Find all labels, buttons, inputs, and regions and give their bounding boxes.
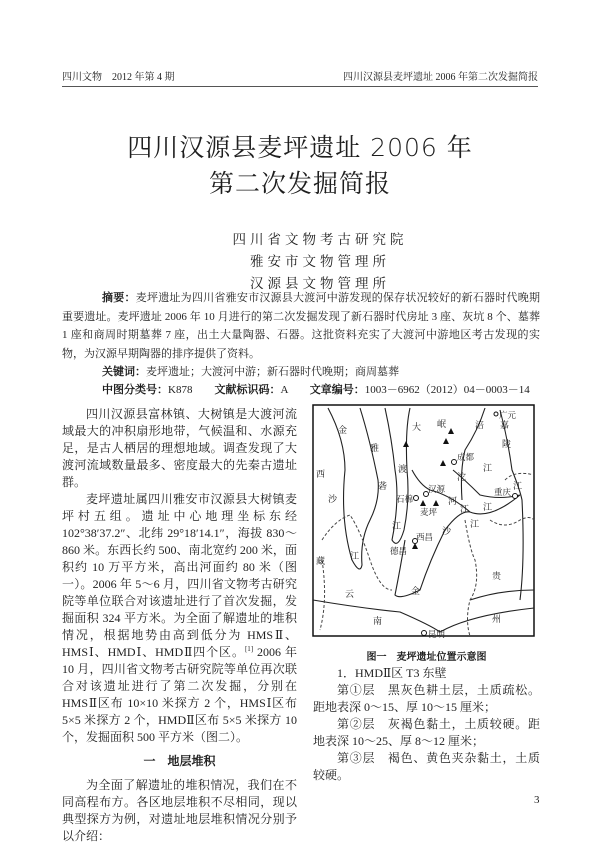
map-label: 河 bbox=[448, 497, 458, 507]
classification bbox=[62, 381, 540, 399]
running-header-journal: 四川文物 2012 年第 4 期 bbox=[62, 72, 175, 83]
keywords-text: 麦坪遗址；大渡河中游；新石器时代晚期；商周墓葬 bbox=[146, 366, 399, 378]
header-rule bbox=[62, 86, 538, 87]
map-label: 藏 bbox=[316, 557, 326, 567]
map-label: 贵 bbox=[492, 572, 502, 582]
doc-code-value: A bbox=[280, 384, 288, 396]
map-label: 岷 bbox=[437, 420, 447, 430]
map-label: 麦坪 bbox=[420, 508, 438, 518]
map-label: 砻 bbox=[378, 482, 388, 492]
front-matter bbox=[62, 289, 540, 399]
city-marker bbox=[494, 412, 498, 416]
location-map bbox=[312, 404, 536, 638]
city-marker bbox=[422, 631, 427, 636]
map-frame bbox=[313, 405, 534, 636]
map-label: 南 bbox=[373, 617, 383, 627]
city-marker bbox=[513, 494, 518, 499]
map-label: 汉源 bbox=[428, 485, 446, 495]
map-label: 涪 bbox=[475, 421, 485, 431]
map-label: 江 bbox=[392, 522, 402, 532]
keywords-label: 关键词： bbox=[102, 365, 146, 378]
paragraph bbox=[62, 491, 297, 746]
map-label: 西 bbox=[316, 470, 326, 480]
article-title-line2: 第二次发掘简报 bbox=[208, 169, 391, 198]
paragraph: 四川汉源县富林镇、大树镇是大渡河流域最大的冲积扇形地带，气候温和、水源充足，是古人栖居的理想地域。调查发现了大渡河流域数量最多、密度最大的先秦古遗址群。 bbox=[62, 407, 297, 489]
left-column bbox=[62, 406, 297, 845]
layer-description: 第③层 褐色、黄色夹杂黏土，土质较硬。 bbox=[313, 751, 540, 782]
map-label: 沙 bbox=[442, 527, 452, 537]
city-marker bbox=[452, 460, 457, 465]
map-label: 江 bbox=[483, 464, 493, 474]
map-label: 江 bbox=[470, 520, 480, 530]
paragraph-text: 2006 年 10 月，四川省文物考古研究院等单位再次联合对该遗址进行了第二次发掘，分别在 HMSⅡ区布 10×10 米探方 2 个，HMSⅠ区布 5×5 米探方 2 个，HMDⅡ区布 5×5 米探方 10 个，发掘面积 500 平方米（图二）。 bbox=[62, 645, 297, 744]
map-label: 陵 bbox=[502, 440, 512, 450]
article-number-value: 1003－6962（2012）04－0003－14 bbox=[364, 384, 530, 396]
map-label: 德昌 bbox=[390, 547, 408, 557]
map-label: 沱 bbox=[457, 473, 467, 483]
section-heading: 一 地层堆积 bbox=[143, 754, 216, 768]
paragraph-text: 麦坪遗址属四川雅安市汉源县大树镇麦坪村五组。遗址中心地理坐标东经 102°38′37.2″、北纬 29°18′14.1″，海拔 830～860 米。东西长约 500、南北宽约 200 米，面积约 10 万平方米，高出河面约 80 米（图一）。2006 年 5～6 月，四川省文物考古研究院等单位联合对该遗址进行了首次发掘，发掘面积 324 平方米。为全面了解遗址的堆积情况，根据地势由高到低分为 HMSⅡ、HMSⅠ、HMDⅠ、HMDⅡ四个区。 bbox=[62, 492, 297, 659]
paragraph: 为全面了解遗址的堆积情况，我们在不同高程布方。各区地层堆积不尽相同，现以典型探方为例，对遗址地层堆积情况分别予以介绍： bbox=[62, 778, 297, 843]
map-label: 雅 bbox=[370, 444, 380, 454]
map-label: 金 bbox=[338, 426, 348, 436]
map-label: 嘉 bbox=[500, 421, 510, 431]
abstract-label: 摘要： bbox=[102, 291, 136, 304]
author-1: 四川省文物考古研究院 bbox=[232, 232, 408, 247]
map-label: 江 bbox=[350, 552, 360, 562]
city-marker bbox=[414, 496, 419, 501]
map-label: 金 bbox=[411, 587, 421, 597]
map-label: 江 bbox=[513, 482, 523, 492]
map-label: 云 bbox=[345, 590, 355, 600]
clc-label: 中图分类号： bbox=[102, 383, 168, 396]
map-label: 昆明 bbox=[428, 630, 446, 638]
author-3: 汉源县文物管理所 bbox=[250, 276, 390, 291]
layer-description: 第①层 黑灰色耕土层，土质疏松。距地表深 0～15、厚 10～15 厘米； bbox=[313, 683, 540, 714]
map-label: 州 bbox=[492, 615, 502, 625]
figure-caption: 图一 麦坪遗址位置示意图 bbox=[366, 652, 487, 663]
author-2: 雅安市文物管理所 bbox=[250, 254, 390, 269]
map-label: 石棉 bbox=[396, 495, 414, 505]
running-header-article: 四川汉源县麦坪遗址 2006 年第二次发掘简报 bbox=[343, 72, 538, 83]
right-column bbox=[313, 665, 540, 784]
map-label: 广元 bbox=[499, 411, 517, 421]
abstract bbox=[62, 289, 540, 363]
map-label: 西昌 bbox=[416, 533, 434, 543]
map-label: 重庆 bbox=[494, 488, 512, 498]
article-number-label: 文章编号： bbox=[309, 383, 365, 396]
map-label: 渡 bbox=[398, 465, 408, 475]
article-title-line1: 四川汉源县麦坪遗址 2006 年 bbox=[127, 133, 473, 162]
layer-description: 第②层 灰褐色黏土，土质较硬。距地表深 10～25、厚 8～12 厘米； bbox=[313, 717, 540, 748]
reference-mark[interactable]: [1] bbox=[244, 645, 254, 653]
map-label: 江 bbox=[483, 503, 493, 513]
map-label: 大 bbox=[412, 423, 422, 433]
keywords bbox=[62, 363, 540, 381]
abstract-text: 麦坪遗址为四川省雅安市汉源县大渡河中游发现的保存状况较好的新石器时代晚期重要遗址。麦坪遗址 2006 年 10 月进行的第二次发掘发现了新石器时代房址 3 座、灰坑 8 个、墓葬 1 座和商周时期墓葬 7 座，出土大量陶器、石器。这批资料充实了大渡河中游地区考古发现的实物，为汉源早期陶器的排序提供了资料。 bbox=[62, 292, 541, 360]
clc-value: K878 bbox=[168, 384, 193, 396]
map-label: 沙 bbox=[328, 495, 338, 505]
map-label: 成都 bbox=[457, 453, 475, 463]
map-label: 江 bbox=[460, 505, 470, 515]
subheading: 1．HMDⅡ区 T3 东壁 bbox=[337, 666, 447, 680]
doc-code-label: 文献标识码： bbox=[214, 383, 281, 396]
page-number: 3 bbox=[534, 794, 540, 806]
